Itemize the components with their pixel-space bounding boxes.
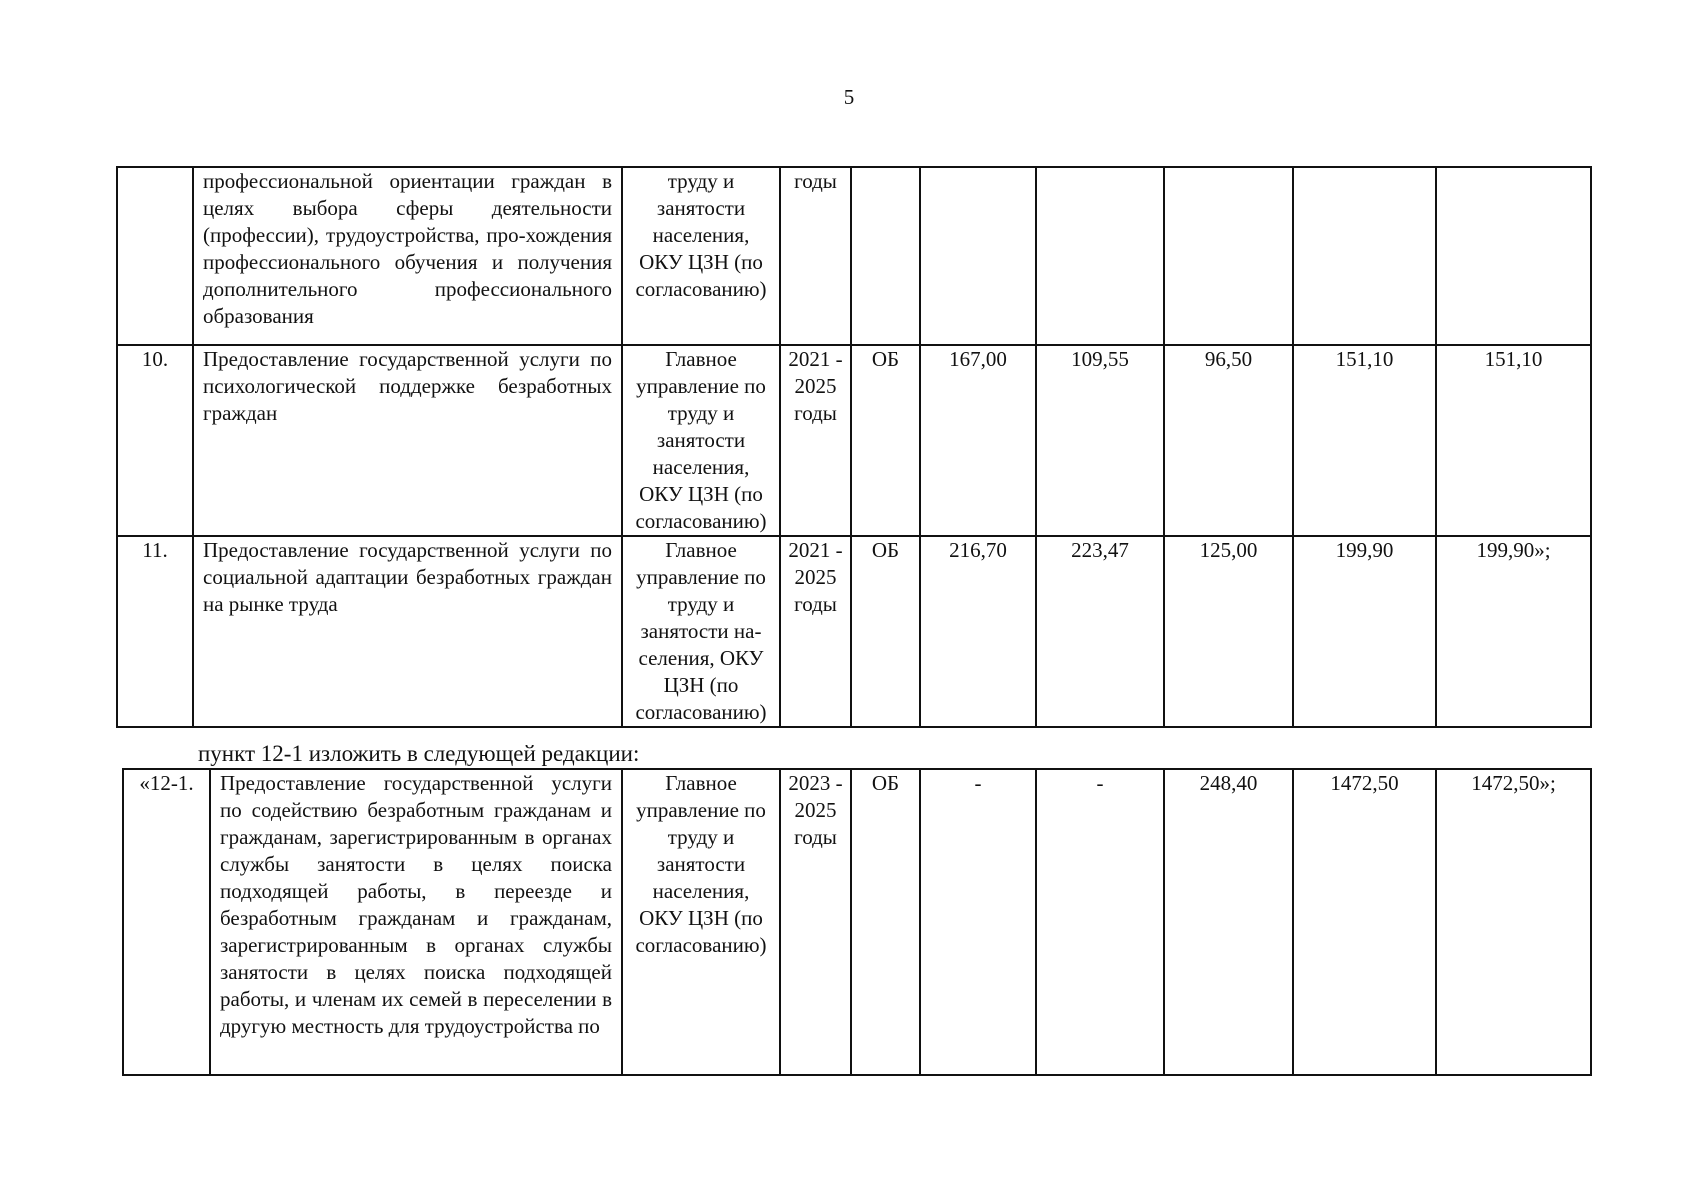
- amount-year-5: 151,10: [1436, 345, 1591, 536]
- amendment-note: пункт 12-1 изложить в следующей редакции:: [198, 741, 640, 766]
- amount-year-3: 96,50: [1164, 345, 1293, 536]
- funding-source: ОБ: [851, 536, 920, 727]
- executor-line: согласованию): [635, 700, 767, 724]
- table-row: [117, 536, 1591, 727]
- funding-source: ОБ: [851, 769, 920, 1075]
- period-line: 2023 -: [788, 771, 843, 795]
- period-line: годы: [794, 401, 837, 425]
- executor-line: Главное: [665, 538, 737, 562]
- amount-year-4: [1293, 167, 1436, 345]
- table-row: [117, 167, 1591, 345]
- executor-line: ОКУ ЦЗН (по: [639, 482, 763, 506]
- period-line: 2021 -: [788, 347, 843, 371]
- executor-line: населения,: [652, 455, 750, 479]
- row-number: «12-1.: [123, 769, 210, 1075]
- measure-description: Предоставление государственной услуги по психологической поддержке безработных граждан: [193, 345, 622, 536]
- page-number: 5: [843, 85, 855, 109]
- executor: [622, 536, 780, 727]
- amount-year-5: [1436, 167, 1591, 345]
- executor-line: согласованию): [635, 509, 767, 533]
- measure-description: Предоставление государственной услуги по социальной адаптации безработных граждан на рынке труда: [193, 536, 622, 727]
- amount-year-2: 109,55: [1036, 345, 1164, 536]
- funding-source: [851, 167, 920, 345]
- executor: [622, 345, 780, 536]
- executor-line: труду и: [667, 592, 735, 616]
- executor-line: занятости на-: [640, 619, 762, 643]
- amount-year-3: 125,00: [1164, 536, 1293, 727]
- amount-year-3: [1164, 167, 1293, 345]
- period-line: 2021 -: [788, 538, 843, 562]
- executor-line: Главное: [665, 347, 737, 371]
- program-table-continued: [116, 166, 1592, 728]
- executor-line: труду и: [667, 401, 735, 425]
- amount-year-2: -: [1036, 769, 1164, 1075]
- program-table-item-12-1: [122, 768, 1592, 1076]
- amount-year-1: [920, 167, 1036, 345]
- executor-line: управление по: [636, 565, 766, 589]
- funding-source: ОБ: [851, 345, 920, 536]
- amount-year-1: 167,00: [920, 345, 1036, 536]
- period: [780, 536, 851, 727]
- amount-year-5: 1472,50»;: [1436, 769, 1591, 1075]
- period-line: годы: [794, 169, 837, 193]
- executor-line: селения, ОКУ: [638, 646, 764, 670]
- period-line: 2025: [794, 798, 837, 822]
- period-line: 2025: [794, 565, 837, 589]
- amount-year-1: 216,70: [920, 536, 1036, 727]
- amount-year-4: 199,90: [1293, 536, 1436, 727]
- row-number: 10.: [117, 345, 193, 536]
- executor-line: согласованию): [635, 277, 767, 301]
- measure-description: Предоставление государственной услуги по содействию безработным гражданам и гражданам, зарегистрированным в органах службы занятости в целях поиска подходящей работы, в переезде и безработным гражданам и гражданам, зарегистрированным в органах службы занятости в целях поиска подходящей работы, и членам их семей в переселении в другую местность для трудоустройства по: [210, 769, 622, 1075]
- row-number: [117, 167, 193, 345]
- executor-line: управление по: [636, 798, 766, 822]
- period: [780, 167, 851, 345]
- amount-year-4: 1472,50: [1293, 769, 1436, 1075]
- table-row: [123, 769, 1591, 1075]
- executor: [622, 769, 780, 1075]
- executor-line: занятости: [656, 852, 746, 876]
- amount-year-3: 248,40: [1164, 769, 1293, 1075]
- amount-year-4: 151,10: [1293, 345, 1436, 536]
- amount-year-2: 223,47: [1036, 536, 1164, 727]
- executor-line: населения,: [652, 879, 750, 903]
- period: [780, 345, 851, 536]
- executor-line: Главное: [665, 771, 737, 795]
- amount-year-1: -: [920, 769, 1036, 1075]
- period: [780, 769, 851, 1075]
- measure-description: профессиональной ориентации граждан в целях выбора сферы деятельности (профессии), трудоустройства, про-хождения профессионального обучения и получения дополнительного профессионального образования: [193, 167, 622, 345]
- executor-line: занятости: [656, 196, 746, 220]
- executor-line: занятости: [656, 428, 746, 452]
- table-row: [117, 345, 1591, 536]
- amount-year-2: [1036, 167, 1164, 345]
- executor: [622, 167, 780, 345]
- executor-line: ОКУ ЦЗН (по: [639, 250, 763, 274]
- executor-line: ОКУ ЦЗН (по: [639, 906, 763, 930]
- row-number: 11.: [117, 536, 193, 727]
- period-line: 2025: [794, 374, 837, 398]
- period-line: годы: [794, 825, 837, 849]
- executor-line: населения,: [652, 223, 750, 247]
- executor-line: труду и: [667, 169, 735, 193]
- period-line: годы: [794, 592, 837, 616]
- executor-line: управление по: [636, 374, 766, 398]
- executor-line: труду и: [667, 825, 735, 849]
- executor-line: согласованию): [635, 933, 767, 957]
- executor-line: ЦЗН (по: [663, 673, 739, 697]
- amount-year-5: 199,90»;: [1436, 536, 1591, 727]
